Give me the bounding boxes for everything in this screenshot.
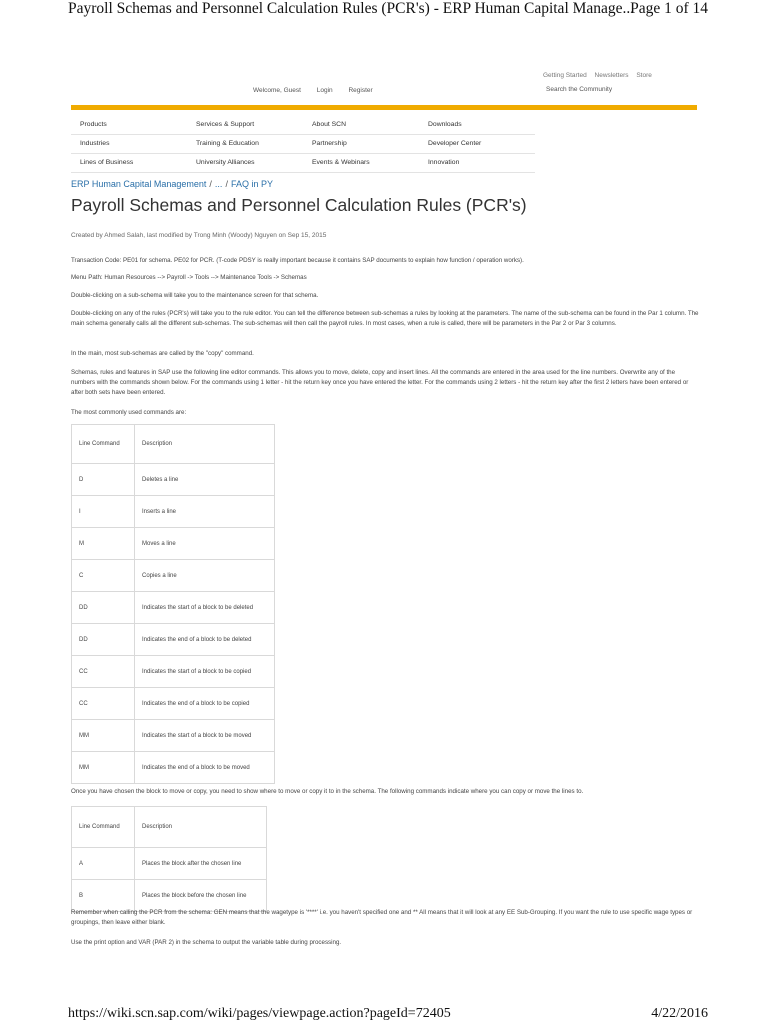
breadcrumb-item[interactable]: FAQ in PY [230, 179, 273, 189]
login-link[interactable]: Login [316, 87, 333, 94]
nav-row [71, 135, 535, 154]
table-cell: Indicates the start of a block to be copied [135, 656, 275, 688]
pdf-footer-url: https://wiki.scn.sap.com/wiki/pages/viewpage.action?pageId=72405 [68, 1006, 451, 1021]
page-title: Payroll Schemas and Personnel Calculation Rules (PCR's) [71, 195, 527, 215]
pdf-footer [68, 1006, 708, 1026]
paragraph: The most commonly used commands are: [71, 409, 187, 416]
table-cell: D [72, 464, 135, 496]
nav-item-partnership[interactable]: Partnership [312, 140, 347, 147]
table-row [72, 688, 275, 720]
commands-table [71, 424, 275, 784]
register-link[interactable]: Register [348, 87, 373, 94]
table-cell: Places the block before the chosen line [135, 880, 267, 912]
table-cell: Indicates the end of a block to be deleted [135, 624, 275, 656]
top-links [543, 72, 658, 79]
table-cell: MM [72, 720, 135, 752]
user-bar [253, 87, 387, 94]
table-header-cell: Line Command [72, 425, 135, 464]
table-row [72, 848, 267, 880]
table-header-cell: Line Command [72, 807, 135, 848]
nav-item-services-support[interactable]: Services & Support [196, 121, 255, 128]
nav-item-lines-of-business[interactable]: Lines of Business [80, 159, 134, 166]
paragraph: Use the print option and VAR (PAR 2) in the schema to output the variable table during processing. [71, 939, 342, 946]
table-row [72, 592, 275, 624]
table-cell: DD [72, 592, 135, 624]
pdf-page-label: Page 1 of 14 [630, 0, 708, 17]
table-row [72, 464, 275, 496]
welcome-text: Welcome, Guest [253, 87, 301, 94]
nav-item-innovation[interactable]: Innovation [428, 159, 460, 166]
table-row [72, 752, 275, 784]
pdf-header [68, 0, 708, 22]
nav-item-about-scn[interactable]: About SCN [312, 121, 347, 128]
table-cell: Indicates the start of a block to be moved [135, 720, 275, 752]
table-cell: CC [72, 688, 135, 720]
table-cell: C [72, 560, 135, 592]
nav-row [71, 116, 535, 135]
table-cell: Indicates the end of a block to be moved [135, 752, 275, 784]
table-row [72, 528, 275, 560]
paragraph: Remember when calling the PCR from the schema: GEN means that the wagetype is '****' i.e. you haven't specified one and ** All means that it will look at any EE Sub-Grouping. If you want the rule to use specific wage types or groupings, then leave either blank. [71, 909, 693, 926]
newsletters-link[interactable]: Newsletters [594, 72, 629, 79]
nav-item-training-education[interactable]: Training & Education [196, 140, 259, 147]
paragraph: Double-clicking on any of the rules (PCR's) will take you to the rule editor. You can tell the difference between sub-schemas a rules by looking at the parameters. The name of the sub-schema can be found in the Par 1 column. The main schema generally calls all the different sub-schemas. The sub-schemas will then call the payroll rules. In most cases, when a rule is called, there will be parameters in the Par 2 or Par 3 columns. [71, 310, 699, 327]
table-row [72, 560, 275, 592]
table-cell: Indicates the start of a block to be deleted [135, 592, 275, 624]
nav-item-developer-center[interactable]: Developer Center [428, 140, 482, 147]
nav-row [71, 154, 535, 173]
block-placement-table [71, 806, 267, 912]
nav-item-events-webinars[interactable]: Events & Webinars [312, 159, 370, 166]
table-cell: I [72, 496, 135, 528]
paragraph: Double-clicking on a sub-schema will take you to the maintenance screen for that schema. [71, 292, 319, 299]
table-header-cell: Description [135, 807, 267, 848]
table-cell: Copies a line [135, 560, 275, 592]
paragraph: Schemas, rules and features in SAP use the following line editor commands. This allows you to move, delete, copy and insert lines. All the commands are entered in the area used for the line numbers. Overwrite any of the numbers with the commands shown below. For the commands using 1 letter - hit the return key once you have entered the letter. For the commands using 2 letters - hit the return key after the first 2 letters have been entered or after both sets have been entered. [71, 369, 689, 396]
pdf-footer-date: 4/22/2016 [651, 1006, 708, 1021]
table-cell: Deletes a line [135, 464, 275, 496]
paragraph: Once you have chosen the block to move or copy, you need to show where to move or copy it to in the schema. The following commands indicate where you can copy or move the lines to. [71, 788, 584, 795]
table-row [72, 656, 275, 688]
breadcrumb-item[interactable]: ... [214, 179, 223, 189]
table-cell: CC [72, 656, 135, 688]
nav-item-downloads[interactable]: Downloads [428, 121, 462, 128]
store-link[interactable]: Store [636, 72, 652, 79]
table-row [72, 880, 267, 912]
table-row [72, 496, 275, 528]
table-cell: Moves a line [135, 528, 275, 560]
nav-item-products[interactable]: Products [80, 121, 107, 128]
table-row [72, 720, 275, 752]
table-cell: B [72, 880, 135, 912]
table-cell: MM [72, 752, 135, 784]
breadcrumb [71, 179, 273, 189]
table-header-cell: Description [135, 425, 275, 464]
table-cell: DD [72, 624, 135, 656]
search-input[interactable]: Search the Community [546, 86, 613, 93]
breadcrumb-separator: / [209, 179, 212, 189]
nav-item-industries[interactable]: Industries [80, 140, 110, 147]
table-cell: A [72, 848, 135, 880]
table-cell: Inserts a line [135, 496, 275, 528]
getting-started-link[interactable]: Getting Started [543, 72, 587, 79]
table-header-row [72, 425, 275, 464]
pdf-header-title: Payroll Schemas and Personnel Calculation Rules (PCR's) - ERP Human Capital Manage... [68, 0, 635, 17]
nav-item-university-alliances[interactable]: University Alliances [196, 159, 255, 166]
page-metadata: Created by Ahmed Salah, last modified by Trong Minh (Woody) Nguyen on Sep 15, 2015 [71, 232, 327, 239]
header-accent-bar [71, 105, 697, 110]
table-cell: Places the block after the chosen line [135, 848, 267, 880]
main-nav [71, 116, 535, 173]
table-cell: Indicates the end of a block to be copied [135, 688, 275, 720]
breadcrumb-item[interactable]: ERP Human Capital Management [71, 179, 207, 189]
table-header-row [72, 807, 267, 848]
breadcrumb-separator: / [225, 179, 228, 189]
table-cell: M [72, 528, 135, 560]
paragraph: Transaction Code: PE01 for schema. PE02 for PCR. (T-code PDSY is really important because it contains SAP documents to explain how function / operation works). [71, 257, 524, 264]
paragraph: In the main, most sub-schemas are called by the "copy" command. [71, 350, 254, 357]
table-row [72, 624, 275, 656]
paragraph: Menu Path: Human Resources --> Payroll -> Tools --> Maintenance Tools -> Schemas [71, 274, 307, 281]
